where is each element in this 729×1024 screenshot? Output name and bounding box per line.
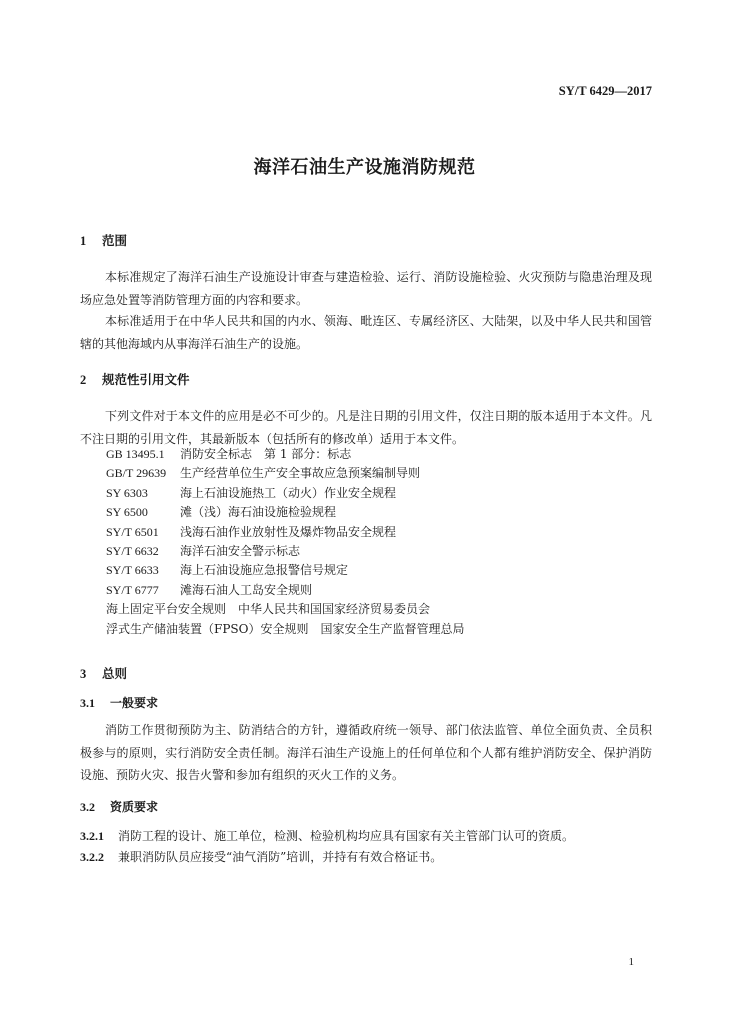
section-number: 3 — [80, 667, 87, 681]
reference-code: SY/T 6501 — [106, 524, 159, 539]
clause-number: 3.2.1 — [80, 829, 104, 843]
document-title: 海洋石油生产设施消防规范 — [253, 157, 476, 178]
subsection-title: 一般要求 — [110, 696, 159, 710]
reference-code: SY/T 6633 — [106, 563, 159, 578]
reference-title: 滩（浅）海石油设施检验规程 — [180, 505, 337, 520]
reference-item — [106, 464, 464, 483]
section-1-heading — [80, 231, 127, 249]
reference-title: 浅海石油作业放射性及爆炸物品安全规程 — [180, 524, 397, 539]
reference-title: 海上固定平台安全规则 中华人民共和国国家经济贸易委员会 — [106, 602, 431, 617]
clause-3-2-1 — [80, 827, 574, 844]
reference-item — [106, 523, 464, 542]
section-title: 规范性引用文件 — [102, 372, 190, 387]
standard-code: SY/T 6429—2017 — [558, 84, 652, 98]
section-number: 1 — [80, 234, 87, 248]
section-1-paragraph-1: 本标准规定了海洋石油生产设施设计审查与建造检验、运行、消防设施检验、火灾预防与隐患治理及现场应急处置等消防管理方面的内容和要求。 — [80, 270, 652, 307]
section-title: 范围 — [102, 233, 128, 248]
reference-title: 滩海石油人工岛安全规则 — [180, 582, 313, 597]
reference-list — [106, 445, 464, 639]
reference-title: 生产经营单位生产安全事故应急预案编制导则 — [180, 466, 421, 481]
subsection-3-1-heading — [80, 694, 158, 711]
section-2-intro: 下列文件对于本文件的应用是必不可少的。凡是注日期的引用文件，仅注日期的版本适用于本文件。凡不注日期的引用文件，其最新版本（包括所有的修改单）适用于本文件。 — [80, 409, 652, 446]
subsection-3-2-heading — [80, 798, 158, 815]
subsection-number: 3.1 — [80, 696, 95, 710]
reference-item — [106, 503, 464, 522]
section-number: 2 — [80, 373, 87, 387]
reference-item — [106, 600, 464, 619]
clause-3-2-2 — [80, 848, 442, 865]
section-1-paragraph-2: 本标准适用于在中华人民共和国的内水、领海、毗连区、专属经济区、大陆架，以及中华人民共和国管辖的其他海域内从事海洋石油生产的设施。 — [80, 314, 652, 351]
clause-number: 3.2.2 — [80, 850, 104, 864]
reference-code: SY 6500 — [106, 505, 148, 520]
reference-item — [106, 484, 464, 503]
reference-item — [106, 445, 464, 464]
page-number: 1 — [628, 956, 634, 968]
reference-item — [106, 542, 464, 561]
reference-title: 浮式生产储油装置（FPSO）安全规则 国家安全生产监督管理总局 — [106, 621, 465, 636]
reference-code: SY/T 6632 — [106, 543, 159, 558]
reference-item — [106, 561, 464, 580]
section-title: 总则 — [102, 666, 128, 681]
reference-title: 海上石油设施应急报警信号规定 — [180, 563, 349, 578]
reference-title: 消防安全标志 第 1 部分：标志 — [180, 447, 352, 461]
reference-code: GB/T 29639 — [106, 466, 167, 481]
reference-code: SY/T 6777 — [106, 582, 159, 597]
clause-text: 兼职消防队员应接受“油气消防”培训，并持有有效合格证书。 — [118, 850, 443, 864]
reference-code: GB 13495.1 — [106, 447, 165, 461]
reference-item — [106, 620, 464, 639]
subsection-3-1-paragraph: 消防工作贯彻预防为主、防消结合的方针，遵循政府统一领导、部门依法监管、单位全面负责、全员积极参与的原则，实行消防安全责任制。海洋石油生产设施上的任何单位和个人都有维护消防安全、保护消防设施、预防火灾、报告火警和参加有组织的灭火工作的义务。 — [80, 723, 652, 782]
section-2-heading — [80, 370, 190, 388]
section-3-heading — [80, 664, 127, 682]
subsection-number: 3.2 — [80, 800, 95, 814]
reference-item — [106, 581, 464, 600]
clause-text: 消防工程的设计、施工单位，检测、检验机构均应具有国家有关主管部门认可的资质。 — [118, 829, 575, 843]
reference-code: SY 6303 — [106, 485, 148, 500]
subsection-title: 资质要求 — [110, 800, 159, 814]
reference-title: 海上石油设施热工（动火）作业安全规程 — [180, 485, 397, 500]
reference-title: 海洋石油安全警示标志 — [180, 543, 301, 558]
